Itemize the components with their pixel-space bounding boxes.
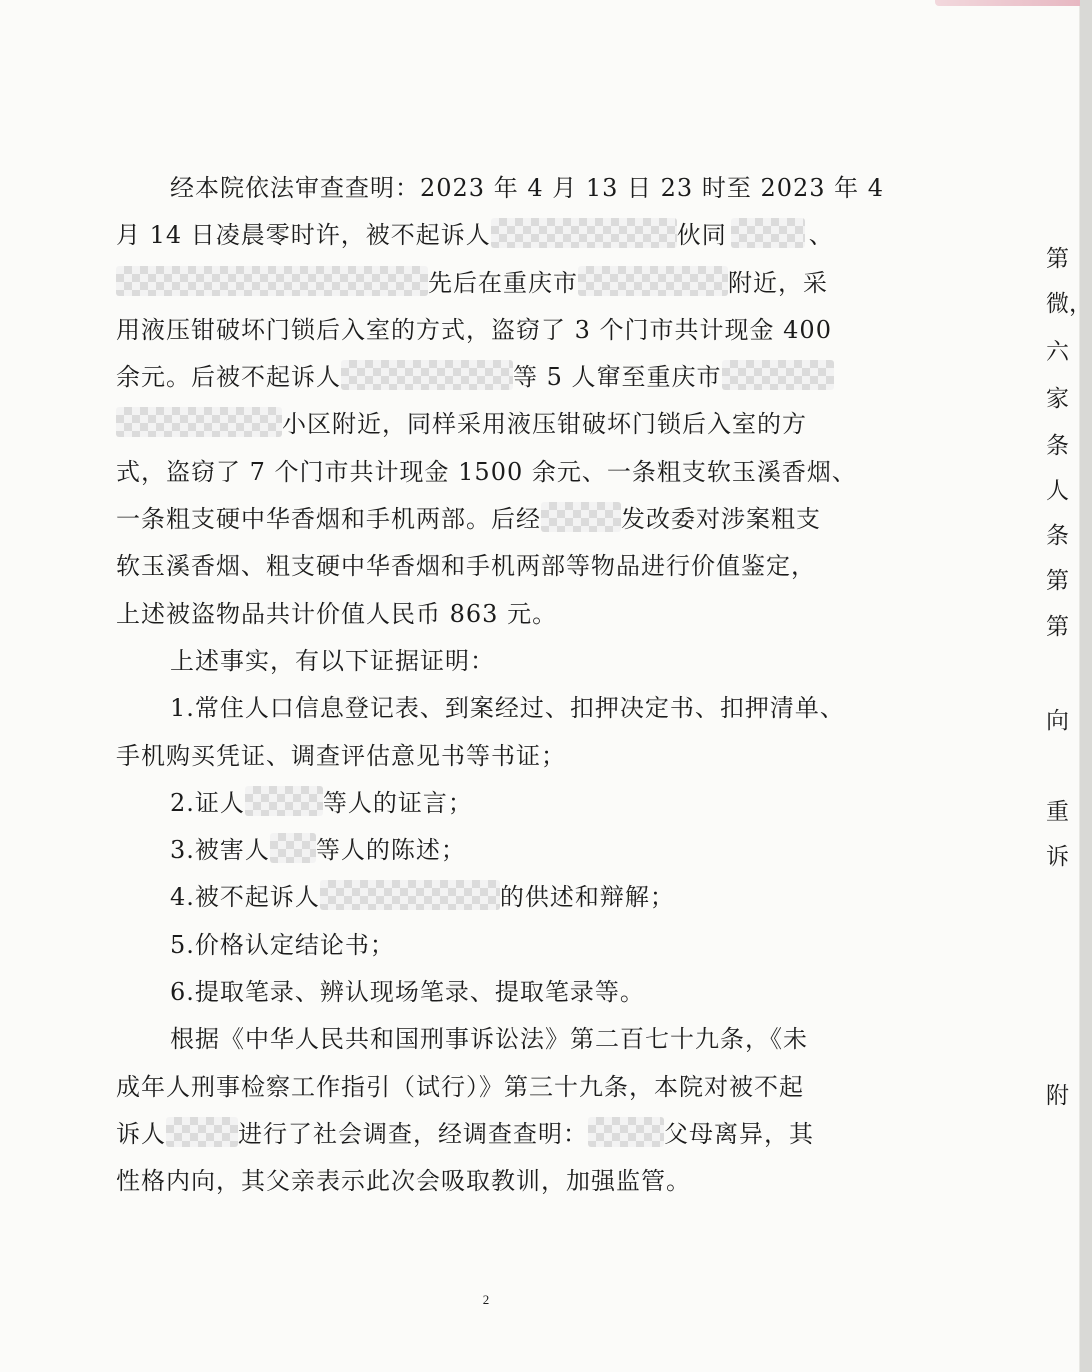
adjacent-fragment: 人	[1046, 478, 1069, 504]
evidence-item-1: 1.常住人口信息登记表、到案经过、扣押决定书、扣押清单、	[170, 694, 845, 723]
facts-line-9: 软玉溪香烟、粗支硬中华香烟和手机两部等物品进行价值鉴定，	[116, 552, 816, 581]
evidence-item-2: 2.证人 等人的证言；	[116, 780, 858, 827]
evidence-item-6: 6.提取笔录、辨认现场笔录、提取笔录等。	[170, 978, 645, 1007]
adjacent-page-edge	[1046, 0, 1092, 1372]
facts-line-3: 先后在重庆市 附近，采	[116, 260, 858, 307]
legal-line-3: 诉人 进行了社会调查，经调查查明： 父母离异，其	[116, 1111, 858, 1158]
document-body	[116, 165, 885, 1206]
redacted-name	[270, 833, 316, 863]
redacted-name	[341, 360, 513, 390]
redacted-location	[722, 360, 834, 390]
redacted-name	[245, 786, 323, 816]
page-number: 2	[482, 1292, 490, 1307]
adjacent-fragment: 条	[1046, 433, 1069, 459]
facts-line-2: 月 14 日凌晨零时许，被不起诉人 伙同 、	[116, 212, 858, 259]
legal-line-1: 根据《中华人民共和国刑事诉讼法》第二百七十九条，《未	[170, 1025, 808, 1054]
redacted-location	[116, 407, 282, 437]
redacted-location	[541, 502, 621, 532]
evidence-item-5: 5.价格认定结论书；	[170, 930, 395, 959]
redacted-name	[166, 1117, 238, 1147]
facts-line-10: 上述被盗物品共计价值人民币 863 元。	[116, 599, 558, 628]
adjacent-fragment: 六	[1046, 339, 1069, 365]
legal-line-2: 成年人刑事检察工作指引（试行）》第三十九条，本院对被不起	[116, 1072, 804, 1101]
redacted-name	[491, 218, 677, 248]
facts-line-6: 小区附近，同样采用液压钳破坏门锁后入室的方	[116, 401, 858, 448]
facts-line-5: 余元。后被不起诉人 等 5 人窜至重庆市	[116, 354, 858, 401]
facts-line-4: 用液压钳破坏门锁后入室的方式，盗窃了 3 个门市共计现金 400	[116, 315, 832, 344]
redacted-name	[588, 1117, 664, 1147]
evidence-item-4: 4.被不起诉人 的供述和辩解；	[116, 874, 858, 921]
adjacent-fragment: 诉	[1046, 844, 1069, 870]
adjacent-fragment: 附	[1046, 1083, 1069, 1109]
adjacent-fragment: 向	[1046, 708, 1069, 734]
adjacent-fragment: 微，	[1046, 291, 1092, 317]
legal-line-4: 性格内向，其父亲表示此次会吸取教训，加强监管。	[116, 1167, 691, 1196]
evidence-intro: 上述事实，有以下证据证明：	[170, 646, 495, 675]
adjacent-fragment: 第	[1046, 568, 1069, 594]
adjacent-fragment: 重	[1046, 799, 1069, 825]
redacted-names	[116, 266, 428, 296]
adjacent-fragment: 第	[1046, 614, 1069, 640]
adjacent-fragment: 家	[1046, 386, 1069, 412]
facts-line-8: 一条粗支硬中华香烟和手机两部。后经 发改委对涉案粗支	[116, 496, 858, 543]
redacted-location	[578, 266, 728, 296]
facts-line-7: 式，盗窃了 7 个门市共计现金 1500 余元、一条粗支软玉溪香烟、	[116, 457, 857, 486]
adjacent-fragment: 条	[1046, 523, 1069, 549]
adjacent-fragment: 第	[1046, 246, 1069, 272]
facts-line-1: 经本院依法审查查明：2023 年 4 月 13 日 23 时至 2023 年 4	[170, 174, 885, 202]
redacted-name	[320, 880, 500, 910]
redacted-name	[731, 218, 805, 248]
evidence-item-3: 3.被害人 等人的陈述；	[116, 827, 858, 874]
evidence-item-1-cont: 手机购买凭证、调查评估意见书等书证；	[116, 741, 566, 770]
